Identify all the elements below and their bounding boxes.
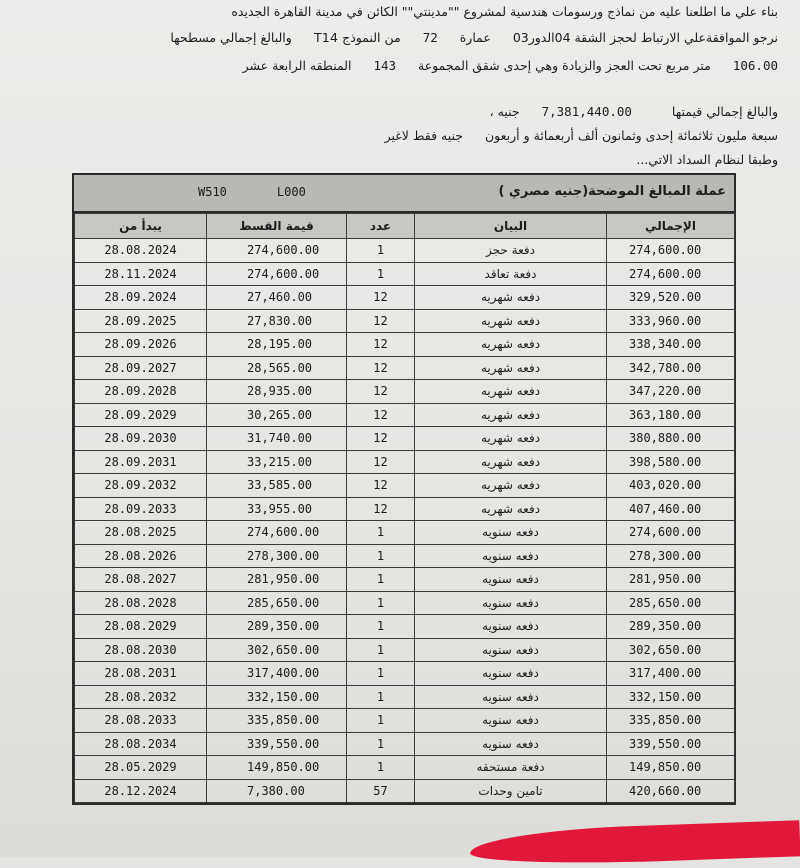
table-row xyxy=(75,262,735,286)
cell-installment-value: 339,550.00 xyxy=(207,732,347,756)
cell-start-date: 28.08.2034 xyxy=(75,732,207,756)
cell-installment-value: 149,850.00 xyxy=(207,756,347,780)
cell-count: 1 xyxy=(347,591,415,615)
table-currency-header xyxy=(74,175,734,213)
cell-count: 12 xyxy=(347,497,415,521)
table-row xyxy=(75,591,735,615)
code-1: W510 xyxy=(198,185,227,199)
building-number: 72 xyxy=(422,30,438,45)
total-price: 7,381,440.00 xyxy=(541,104,632,119)
cell-description: دفعه سنويه xyxy=(415,544,607,568)
cell-description: دفعة تعاقد xyxy=(415,262,607,286)
cell-installment-value: 278,300.00 xyxy=(207,544,347,568)
cell-count: 1 xyxy=(347,615,415,639)
table-row xyxy=(75,709,735,733)
cell-start-date: 28.05.2029 xyxy=(75,756,207,780)
cell-count: 1 xyxy=(347,521,415,545)
area-value: 106.00 xyxy=(732,58,778,73)
cell-count: 1 xyxy=(347,568,415,592)
table-row xyxy=(75,450,735,474)
cell-total: 363,180.00 xyxy=(607,403,735,427)
cell-count: 1 xyxy=(347,239,415,263)
currency-label: عملة المبالغ الموضحة(جنيه مصري ) xyxy=(498,184,726,199)
cell-description: دفعه سنويه xyxy=(415,591,607,615)
cell-description: دفعه شهريه xyxy=(415,286,607,310)
cell-start-date: 28.09.2029 xyxy=(75,403,207,427)
table-row xyxy=(75,427,735,451)
cell-installment-value: 28,935.00 xyxy=(207,380,347,404)
cell-start-date: 28.09.2028 xyxy=(75,380,207,404)
cell-description: دفعه شهريه xyxy=(415,356,607,380)
table-row xyxy=(75,756,735,780)
intro-text-4a: والبالغ إجمالي قيمتها xyxy=(671,104,778,119)
intro-line-4 xyxy=(490,104,778,119)
cell-description: دفعه سنويه xyxy=(415,732,607,756)
cell-total: 335,850.00 xyxy=(607,709,735,733)
cell-description: دفعه شهريه xyxy=(415,474,607,498)
table-row xyxy=(75,286,735,310)
intro-line-5 xyxy=(385,128,778,143)
cell-installment-value: 33,215.00 xyxy=(207,450,347,474)
cell-count: 1 xyxy=(347,544,415,568)
intro-text-2d: من النموذج T14 xyxy=(314,30,401,45)
cell-total: 278,300.00 xyxy=(607,544,735,568)
table-row xyxy=(75,333,735,357)
cell-installment-value: 302,650.00 xyxy=(207,638,347,662)
cell-description: دفعه شهريه xyxy=(415,403,607,427)
table-codes xyxy=(198,185,306,199)
cell-total: 342,780.00 xyxy=(607,356,735,380)
table-row xyxy=(75,779,735,803)
cell-count: 12 xyxy=(347,309,415,333)
cell-start-date: 28.08.2025 xyxy=(75,521,207,545)
cell-start-date: 28.09.2024 xyxy=(75,286,207,310)
table-row xyxy=(75,662,735,686)
cell-description: دفعه سنويه xyxy=(415,662,607,686)
cell-installment-value: 332,150.00 xyxy=(207,685,347,709)
cell-installment-value: 274,600.00 xyxy=(207,239,347,263)
cell-installment-value: 33,585.00 xyxy=(207,474,347,498)
cell-installment-value: 27,830.00 xyxy=(207,309,347,333)
intro-text-2e: والبالغ إجمالي مسطحها xyxy=(170,30,292,45)
table-row xyxy=(75,732,735,756)
cell-installment-value: 33,955.00 xyxy=(207,497,347,521)
cell-count: 1 xyxy=(347,732,415,756)
cell-description: دفعه شهريه xyxy=(415,427,607,451)
cell-start-date: 28.08.2026 xyxy=(75,544,207,568)
cell-start-date: 28.11.2024 xyxy=(75,262,207,286)
cell-installment-value: 335,850.00 xyxy=(207,709,347,733)
cell-description: دفعه سنويه xyxy=(415,568,607,592)
intro-line-6 xyxy=(636,152,778,167)
table-row xyxy=(75,356,735,380)
cell-count: 12 xyxy=(347,380,415,404)
intro-text-3b: متر مربع تحت العجز والزيادة وهي إحدى شقق المجموعة xyxy=(418,58,711,73)
cell-count: 12 xyxy=(347,450,415,474)
cell-total: 274,600.00 xyxy=(607,521,735,545)
cell-total: 398,580.00 xyxy=(607,450,735,474)
cell-total: 333,960.00 xyxy=(607,309,735,333)
intro-text-6: وطبقا لنظام السداد الاتي... xyxy=(636,152,778,167)
redaction-mark xyxy=(469,820,800,867)
table-row xyxy=(75,474,735,498)
cell-start-date: 28.08.2030 xyxy=(75,638,207,662)
cell-total: 380,880.00 xyxy=(607,427,735,451)
cell-installment-value: 7,380.00 xyxy=(207,779,347,803)
cell-description: دفعه شهريه xyxy=(415,380,607,404)
table-row xyxy=(75,380,735,404)
cell-total: 281,950.00 xyxy=(607,568,735,592)
cell-count: 1 xyxy=(347,756,415,780)
payment-schedule-table xyxy=(72,173,736,805)
cell-count: 1 xyxy=(347,685,415,709)
table-row xyxy=(75,309,735,333)
cell-total: 274,600.00 xyxy=(607,239,735,263)
intro-text-1: بناء علي ما اطلعنا عليه من نماذج ورسومات هندسية لمشروع ""مدينتي"" الكائن في مدينة القاهرة الجديده xyxy=(231,4,778,19)
group-number: 143 xyxy=(373,58,397,73)
cell-installment-value: 281,950.00 xyxy=(207,568,347,592)
table-row xyxy=(75,568,735,592)
intro-text-4c: جنيه ، xyxy=(489,104,520,119)
cell-total: 332,150.00 xyxy=(607,685,735,709)
cell-start-date: 28.09.2025 xyxy=(75,309,207,333)
cell-total: 302,650.00 xyxy=(607,638,735,662)
cell-total: 329,520.00 xyxy=(607,286,735,310)
cell-total: 149,850.00 xyxy=(607,756,735,780)
cell-installment-value: 274,600.00 xyxy=(207,262,347,286)
cell-description: دفعة حجز xyxy=(415,239,607,263)
cell-start-date: 28.08.2033 xyxy=(75,709,207,733)
cell-description: دفعه شهريه xyxy=(415,333,607,357)
cell-total: 317,400.00 xyxy=(607,662,735,686)
cell-start-date: 28.09.2031 xyxy=(75,450,207,474)
cell-start-date: 28.09.2032 xyxy=(75,474,207,498)
cell-start-date: 28.09.2030 xyxy=(75,427,207,451)
intro-text-5b: جنيه فقط لاغير xyxy=(384,128,464,143)
cell-installment-value: 285,650.00 xyxy=(207,591,347,615)
cell-total: 285,650.00 xyxy=(607,591,735,615)
price-in-words: سبعة مليون ثلاثمائة إحدى وثمانون ألف أربعمائة و أربعون xyxy=(485,128,778,143)
cell-count: 1 xyxy=(347,638,415,662)
cell-start-date: 28.08.2029 xyxy=(75,615,207,639)
table-row xyxy=(75,685,735,709)
header-start-date: يبدأ من xyxy=(75,214,207,239)
cell-start-date: 28.12.2024 xyxy=(75,779,207,803)
table-row xyxy=(75,638,735,662)
cell-start-date: 28.08.2028 xyxy=(75,591,207,615)
cell-installment-value: 30,265.00 xyxy=(207,403,347,427)
cell-start-date: 28.09.2027 xyxy=(75,356,207,380)
intro-text-3d: المنطقه الرابعة عشر xyxy=(242,58,352,73)
column-header-row xyxy=(75,214,735,239)
cell-installment-value: 274,600.00 xyxy=(207,521,347,545)
cell-start-date: 28.08.2027 xyxy=(75,568,207,592)
cell-start-date: 28.09.2033 xyxy=(75,497,207,521)
header-total: الإجمالي xyxy=(607,214,735,239)
cell-count: 1 xyxy=(347,709,415,733)
cell-description: دفعه سنويه xyxy=(415,521,607,545)
header-description: البيان xyxy=(415,214,607,239)
cell-total: 338,340.00 xyxy=(607,333,735,357)
table-row xyxy=(75,615,735,639)
table-row xyxy=(75,239,735,263)
cell-start-date: 28.08.2032 xyxy=(75,685,207,709)
cell-count: 12 xyxy=(347,427,415,451)
table-row xyxy=(75,521,735,545)
cell-installment-value: 31,740.00 xyxy=(207,427,347,451)
cell-count: 57 xyxy=(347,779,415,803)
cell-description: دفعه سنويه xyxy=(415,685,607,709)
header-count: عدد xyxy=(347,214,415,239)
cell-count: 12 xyxy=(347,356,415,380)
cell-installment-value: 28,565.00 xyxy=(207,356,347,380)
cell-count: 12 xyxy=(347,286,415,310)
intro-line-3 xyxy=(243,58,778,73)
header-installment-value: قيمة القسط xyxy=(207,214,347,239)
table-row xyxy=(75,403,735,427)
cell-start-date: 28.09.2026 xyxy=(75,333,207,357)
cell-description: تامين وحدات xyxy=(415,779,607,803)
cell-description: دفعه شهريه xyxy=(415,309,607,333)
cell-count: 12 xyxy=(347,403,415,427)
cell-description: دفعه سنويه xyxy=(415,615,607,639)
cell-total: 289,350.00 xyxy=(607,615,735,639)
intro-text-2a: نرجو الموافقةعلي الارتباط لحجز الشقة 04الدور03 xyxy=(512,30,778,45)
table-row xyxy=(75,497,735,521)
cell-count: 1 xyxy=(347,662,415,686)
cell-installment-value: 28,195.00 xyxy=(207,333,347,357)
cell-total: 403,020.00 xyxy=(607,474,735,498)
cell-installment-value: 27,460.00 xyxy=(207,286,347,310)
intro-line-1 xyxy=(231,4,778,19)
cell-description: دفعه شهريه xyxy=(415,450,607,474)
cell-description: دفعه سنويه xyxy=(415,638,607,662)
cell-total: 407,460.00 xyxy=(607,497,735,521)
cell-description: دفعه شهريه xyxy=(415,497,607,521)
cell-start-date: 28.08.2024 xyxy=(75,239,207,263)
schedule-grid xyxy=(74,213,735,803)
intro-line-2 xyxy=(170,30,778,45)
cell-description: دفعه سنويه xyxy=(415,709,607,733)
cell-installment-value: 317,400.00 xyxy=(207,662,347,686)
cell-count: 1 xyxy=(347,262,415,286)
cell-total: 420,660.00 xyxy=(607,779,735,803)
intro-text-2b: عمارة xyxy=(459,30,491,45)
table-row xyxy=(75,544,735,568)
cell-count: 12 xyxy=(347,333,415,357)
cell-start-date: 28.08.2031 xyxy=(75,662,207,686)
cell-total: 347,220.00 xyxy=(607,380,735,404)
cell-count: 12 xyxy=(347,474,415,498)
code-2: L000 xyxy=(276,185,306,199)
cell-description: دفعة مستحقه xyxy=(415,756,607,780)
cell-total: 274,600.00 xyxy=(607,262,735,286)
cell-installment-value: 289,350.00 xyxy=(207,615,347,639)
cell-total: 339,550.00 xyxy=(607,732,735,756)
